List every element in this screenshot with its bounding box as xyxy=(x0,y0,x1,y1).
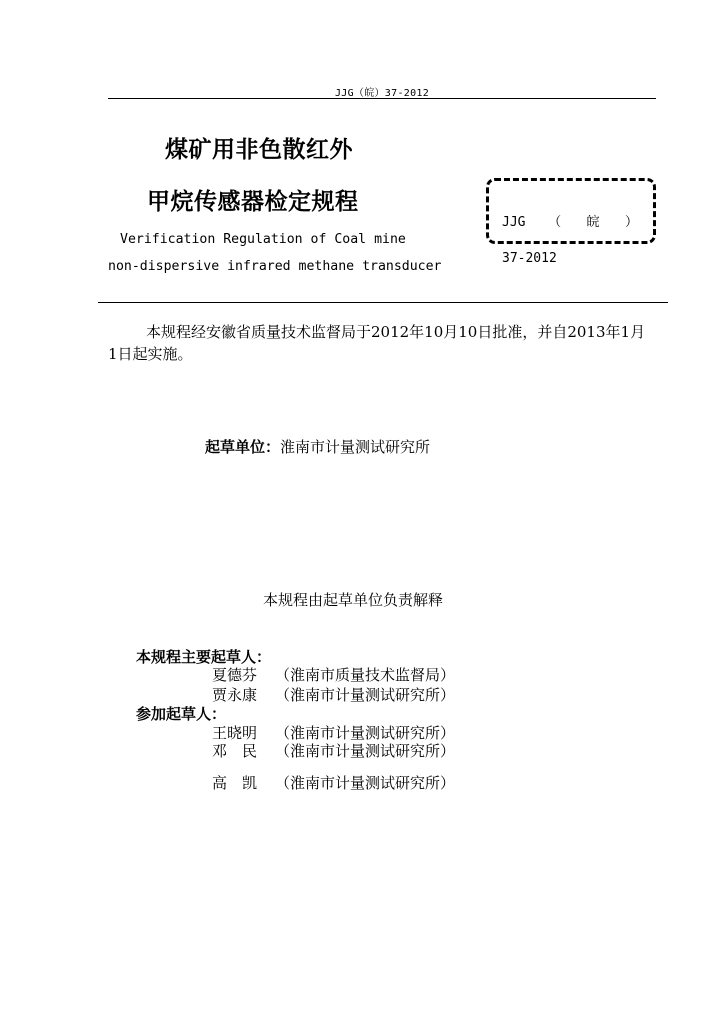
participant-name: 高 凯 xyxy=(212,774,258,792)
drafting-unit-label: 起草单位： xyxy=(205,438,281,456)
participant-row xyxy=(212,740,455,761)
title-chinese-line-2: 甲烷传感器检定规程 xyxy=(147,189,359,215)
standard-code-text: JJG （ 皖 ） 37-2012 xyxy=(502,215,638,266)
drafting-unit-value: 淮南市计量测试研究所 xyxy=(280,438,431,456)
drafter-row xyxy=(212,664,455,685)
drafting-unit xyxy=(205,436,430,457)
drafter-row xyxy=(212,684,455,705)
main-drafters-label: 本规程主要起草人： xyxy=(136,648,272,666)
drafter-name: 夏德芬 xyxy=(212,666,258,684)
interpretation-statement: 本规程由起草单位负责解释 xyxy=(263,591,444,609)
drafter-org: （淮南市质量技术监督局） xyxy=(275,666,456,684)
participant-org: （淮南市计量测试研究所） xyxy=(275,742,456,760)
participant-name: 王晓明 xyxy=(212,724,258,742)
title-english-line-1: Verification Regulation of Coal mine xyxy=(120,232,406,247)
drafter-name: 贾永康 xyxy=(212,686,258,704)
title-chinese-line-1: 煤矿用非色散红外 xyxy=(165,137,353,163)
participant-org: （淮南市计量测试研究所） xyxy=(275,724,456,742)
approval-statement: 本规程经安徽省质量技术监督局于2012年10月10日批准，并自2013年1月1日起实施。 xyxy=(108,323,646,363)
participant-name: 邓 民 xyxy=(212,742,258,760)
participant-org: （淮南市计量测试研究所） xyxy=(275,774,456,792)
participants-label: 参加起草人： xyxy=(136,705,227,723)
header-rule xyxy=(108,98,656,99)
title-english-line-2: non-dispersive infrared methane transducer xyxy=(108,259,442,274)
title-divider-rule xyxy=(98,302,668,303)
drafter-org: （淮南市计量测试研究所） xyxy=(275,686,456,704)
running-header: JJG（皖）37-2012 xyxy=(334,88,430,99)
participant-row xyxy=(212,772,455,793)
